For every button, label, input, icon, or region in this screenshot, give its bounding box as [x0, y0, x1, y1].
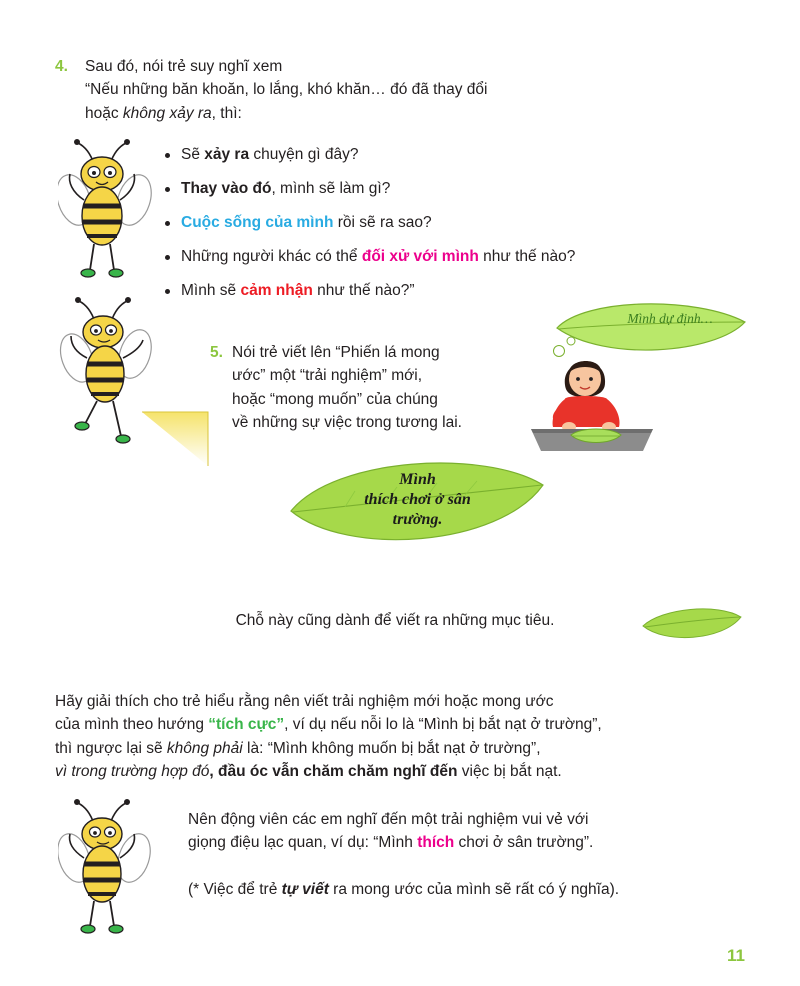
step-4-line-3-italic: không xảy ra — [122, 104, 212, 122]
step-5-line-4: về những sự việc trong tương lai. — [232, 413, 462, 431]
girl-drawing-illustration — [525, 335, 660, 455]
leaf-big-line-1: Mình — [399, 471, 436, 488]
bullet-4-post: như thế nào?” — [312, 281, 415, 299]
explain-line-3 — [55, 737, 755, 760]
bee-illustration — [58, 798, 153, 938]
leaf-big-text — [300, 470, 535, 530]
explain-line-4-italic: vì trong trường hợp đó — [55, 762, 210, 780]
explain-line-4-bold: , đầu óc vẫn chăm chăm nghĩ đến — [209, 762, 458, 780]
step-4-line-2: “Nếu những băn khoăn, lo lắng, khó khăn… đó đã thay đổi — [85, 81, 488, 99]
bullet-0-strong: xảy ra — [204, 146, 250, 163]
bullet-0-pre: Sẽ — [181, 146, 205, 163]
leaf-thought-text: Mình dự định… — [627, 311, 713, 326]
explain-line-3-a: thì ngược lại sẽ — [55, 739, 167, 757]
step-4-text — [85, 55, 645, 125]
bullet-1-post: , mình sẽ làm gì? — [271, 179, 391, 197]
encourage-line-2-a: giọng điệu lạc quan, ví dụ: “Mình — [188, 834, 418, 852]
explain-line-4-c: việc bị bắt nạt. — [457, 762, 562, 780]
list-item — [165, 145, 685, 166]
bullet-4-pre: Mình sẽ — [181, 281, 241, 299]
bullet-3-post: như thế nào? — [478, 247, 576, 265]
mid-caption: Chỗ này cũng dành để viết ra những mục tiêu. — [235, 612, 555, 629]
explain-line-2 — [55, 713, 755, 736]
step-5-number: 5. — [210, 344, 223, 361]
explanation-paragraph — [55, 690, 755, 783]
note-a: (* Việc để trẻ — [188, 881, 282, 898]
step-5-line-2: ước” một “trải nghiệm” mới, — [232, 367, 423, 385]
step-4-line-1: Sau đó, nói trẻ suy nghĩ xem — [85, 58, 283, 75]
encourage-line-2 — [188, 831, 708, 854]
explain-line-3-italic: không phải — [166, 739, 243, 757]
list-item — [165, 247, 685, 268]
explain-line-2-a: của mình theo hướng — [55, 716, 209, 734]
step-5-line-1: Nói trẻ viết lên “Phiến lá mong — [232, 344, 440, 361]
encourage-paragraph — [188, 808, 708, 855]
bullet-0-post: chuyện gì đây? — [249, 146, 359, 163]
explain-line-3-b: là: “Mình không muốn bị bắt nạt ở trường”, — [242, 739, 541, 757]
leaf-big-line-2: thích chơi ở sân — [364, 491, 471, 508]
step-4-number: 4. — [55, 58, 68, 75]
explain-line-2-b: , ví dụ nếu nỗi lo là “Mình bị bắt nạt ở trường”, — [284, 716, 602, 734]
question-bullet-list — [165, 145, 685, 315]
bullet-3-pre: Những người khác có thể — [181, 247, 362, 265]
encourage-highlight: thích — [417, 834, 455, 852]
yellow-platform-shape — [140, 410, 230, 480]
explain-line-4 — [55, 760, 755, 783]
encourage-line-2-b: chơi ở sân trường”. — [454, 834, 594, 852]
bullet-2-post: rồi sẽ ra sao? — [333, 213, 432, 231]
note-c: ra mong ước của mình sẽ rất có ý nghĩa). — [328, 881, 620, 898]
bee-illustration — [58, 138, 153, 283]
note-paragraph — [188, 878, 708, 901]
bullet-2-strong: Cuộc sống của mình — [181, 213, 334, 231]
list-item — [165, 213, 685, 234]
encourage-line-1: Nên động viên các em nghĩ đến một trải nghiệm vui vẻ với — [188, 811, 589, 828]
step-4-line-3 — [85, 102, 645, 125]
bullet-3-strong: đối xử với mình — [361, 247, 479, 265]
step-5-line-3: hoặc “mong muốn” của chúng — [232, 390, 438, 408]
leaf-big-line-3: trường. — [392, 511, 443, 528]
explain-highlight: “tích cực” — [208, 716, 285, 734]
step-5-text — [232, 341, 532, 434]
bullet-4-strong: cảm nhận — [240, 281, 313, 299]
leaf-shape — [640, 605, 745, 645]
list-item — [165, 179, 685, 200]
step-4-line-3-b: , thì: — [211, 104, 242, 122]
step-4-line-3-a: hoặc — [85, 104, 123, 122]
explain-line-1: Hãy giải thích cho trẻ hiểu rằng nên viết trải nghiệm mới hoặc mong ước — [55, 693, 554, 710]
bullet-1-strong: Thay vào đó — [181, 179, 272, 197]
note-b: tự viết — [281, 881, 329, 898]
page-number: 11 — [727, 946, 745, 965]
